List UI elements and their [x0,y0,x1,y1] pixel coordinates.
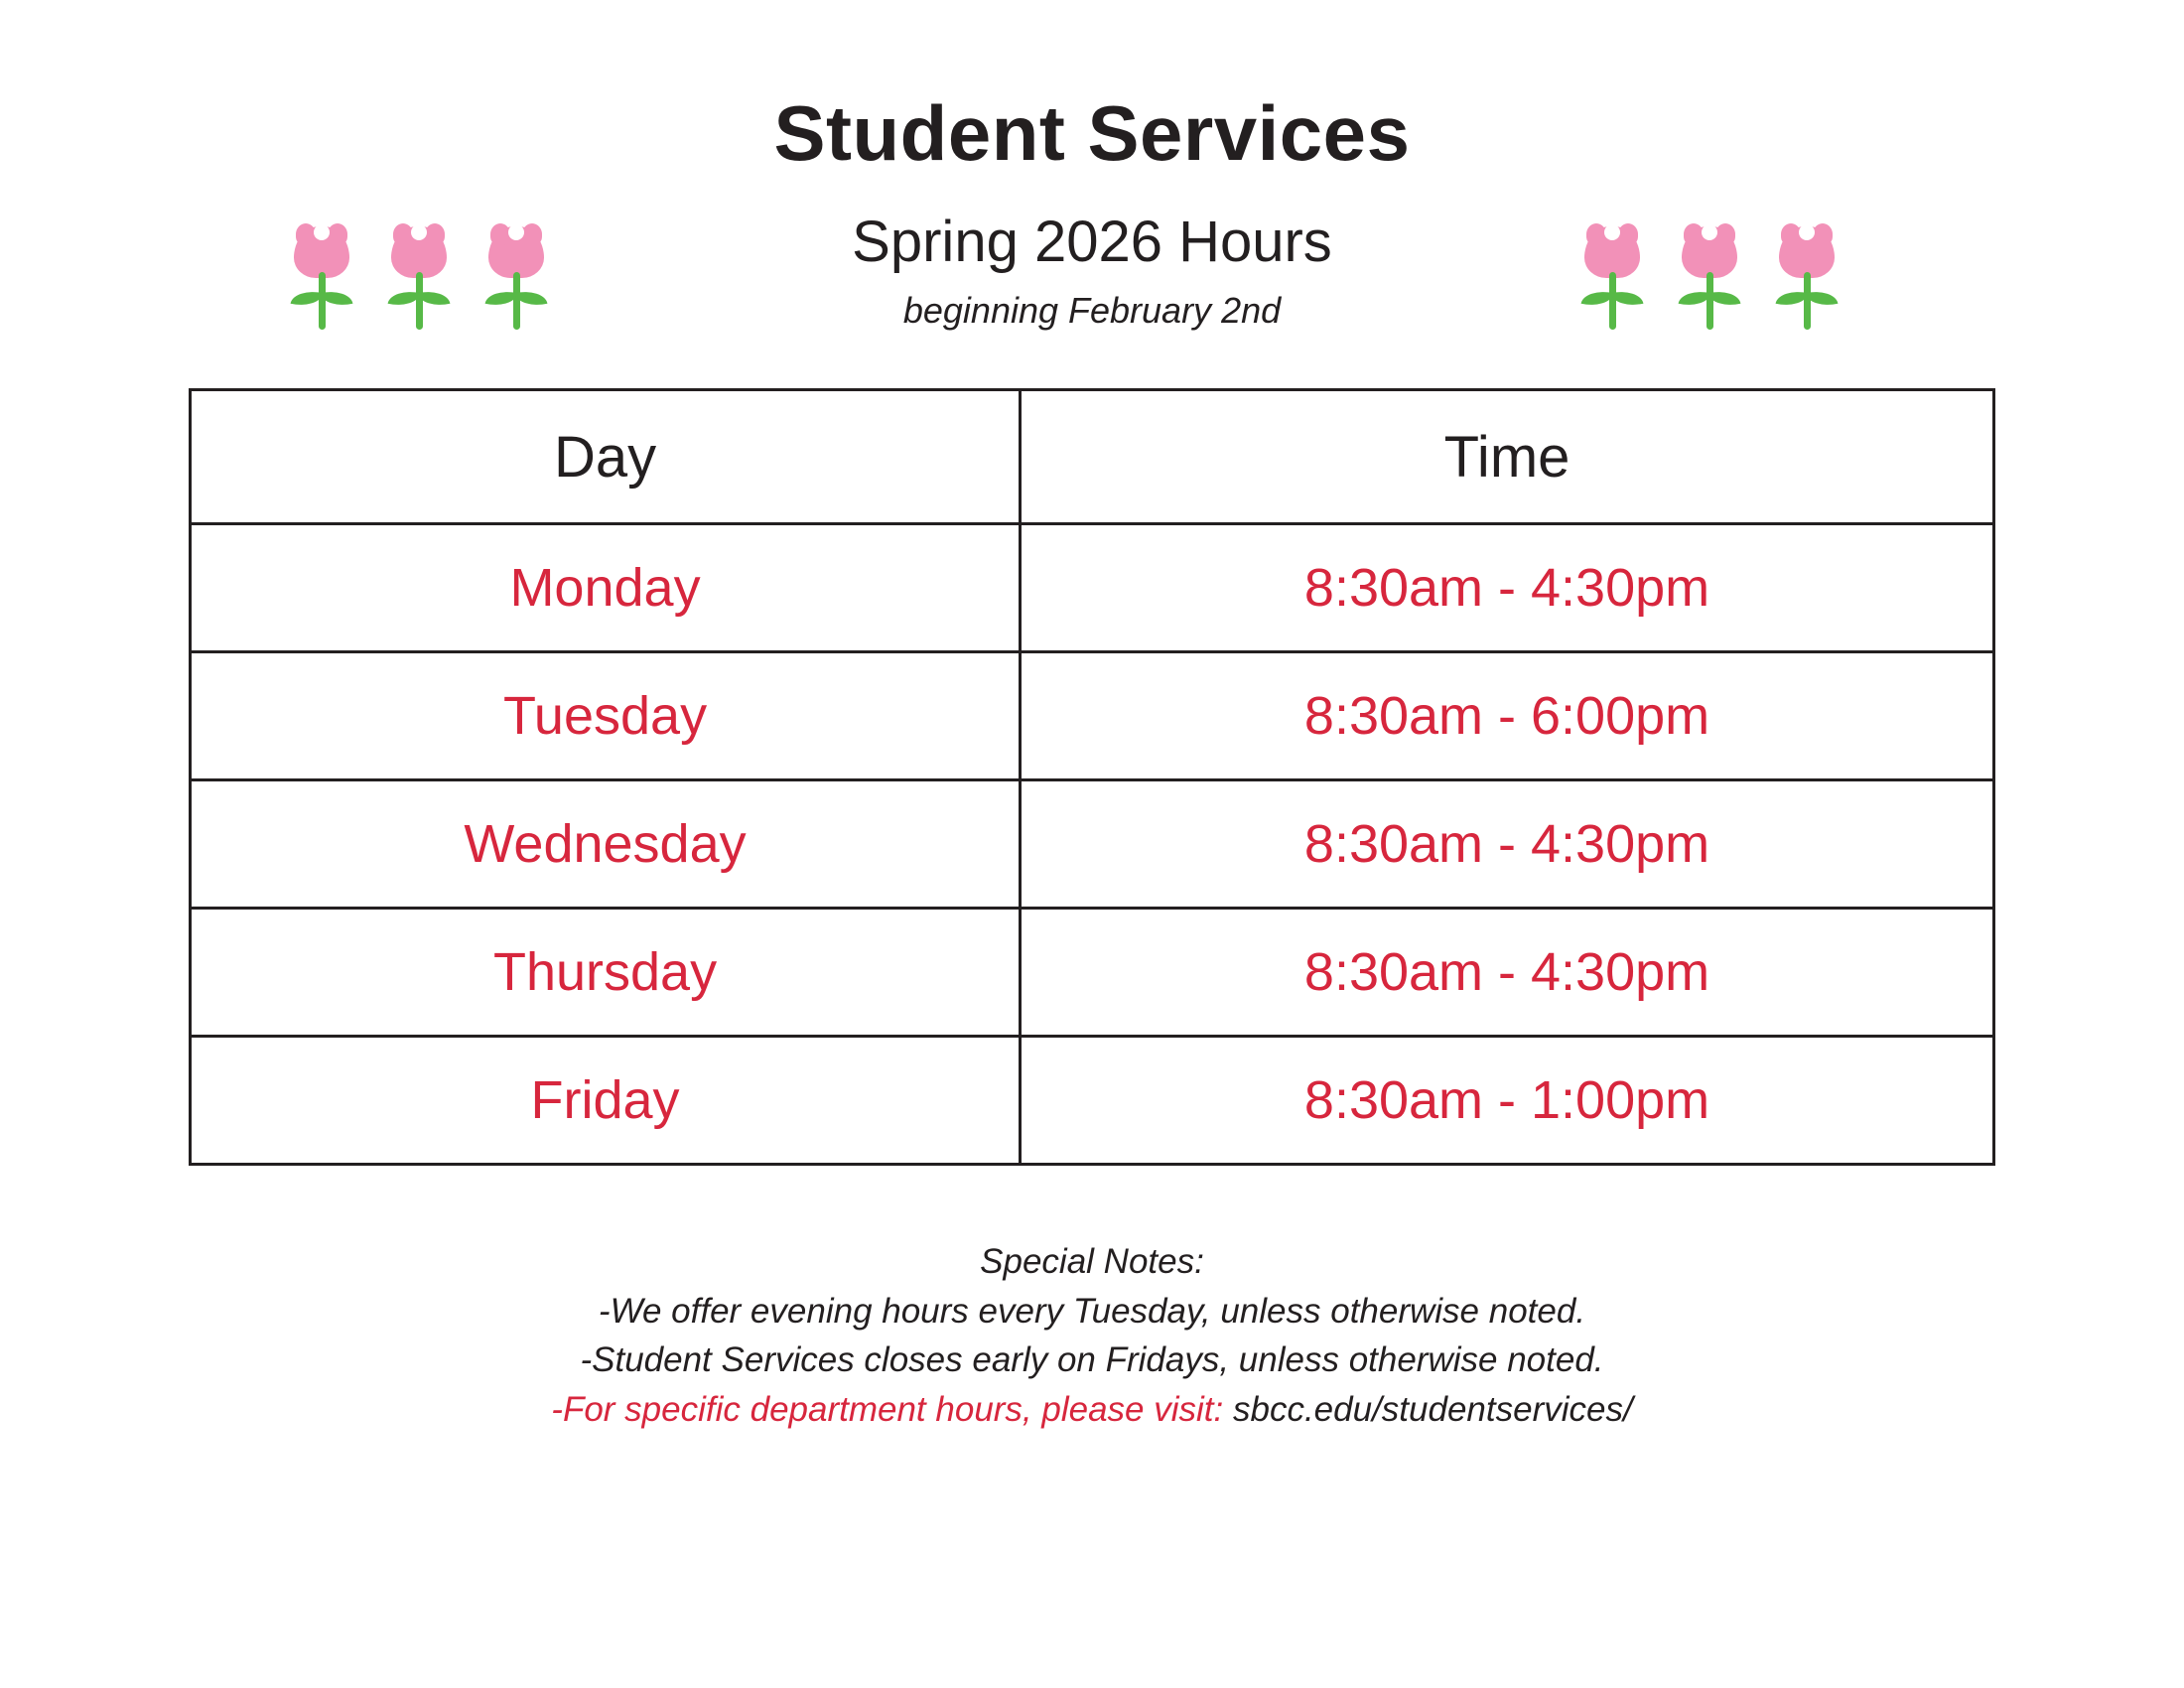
table-row [191,909,1994,1037]
page-subtitle: Spring 2026 Hours [852,210,1332,274]
cell-time: 8:30am - 6:00pm [1021,652,1994,780]
cell-time: 8:30am - 1:00pm [1021,1037,1994,1165]
special-notes [0,1237,2184,1435]
cell-day: Thursday [191,909,1021,1037]
page-title: Student Services [773,89,1411,177]
student-services-link[interactable]: sbcc.edu/studentservices/ [1232,1390,1633,1430]
cell-day: Monday [191,524,1021,652]
column-header-day: Day [191,390,1021,524]
table-row [191,524,1994,652]
notes-line-1: -We offer evening hours every Tuesday, unless otherwise noted. [598,1291,1586,1331]
notes-line-2: -Student Services closes early on Fridays, unless otherwise noted. [580,1340,1604,1380]
page-header [0,0,2184,329]
column-header-time: Time [1021,390,1994,524]
notes-heading: Special Notes: [980,1242,1204,1281]
page-effective-date: beginning February 2nd [902,290,1282,331]
cell-day: Friday [191,1037,1021,1165]
cell-day: Tuesday [191,652,1021,780]
table-header-row [191,390,1994,524]
notes-line-3-text: -For specific department hours, please visit: [551,1390,1224,1430]
cell-time: 8:30am - 4:30pm [1021,909,1994,1037]
hours-table-container [189,388,1995,1166]
table-row [191,780,1994,909]
cell-day: Wednesday [191,780,1021,909]
cell-time: 8:30am - 4:30pm [1021,780,1994,909]
table-row [191,652,1994,780]
hours-table [189,388,1995,1166]
cell-time: 8:30am - 4:30pm [1021,524,1994,652]
table-row [191,1037,1994,1165]
notes-line-3 [0,1385,2184,1435]
